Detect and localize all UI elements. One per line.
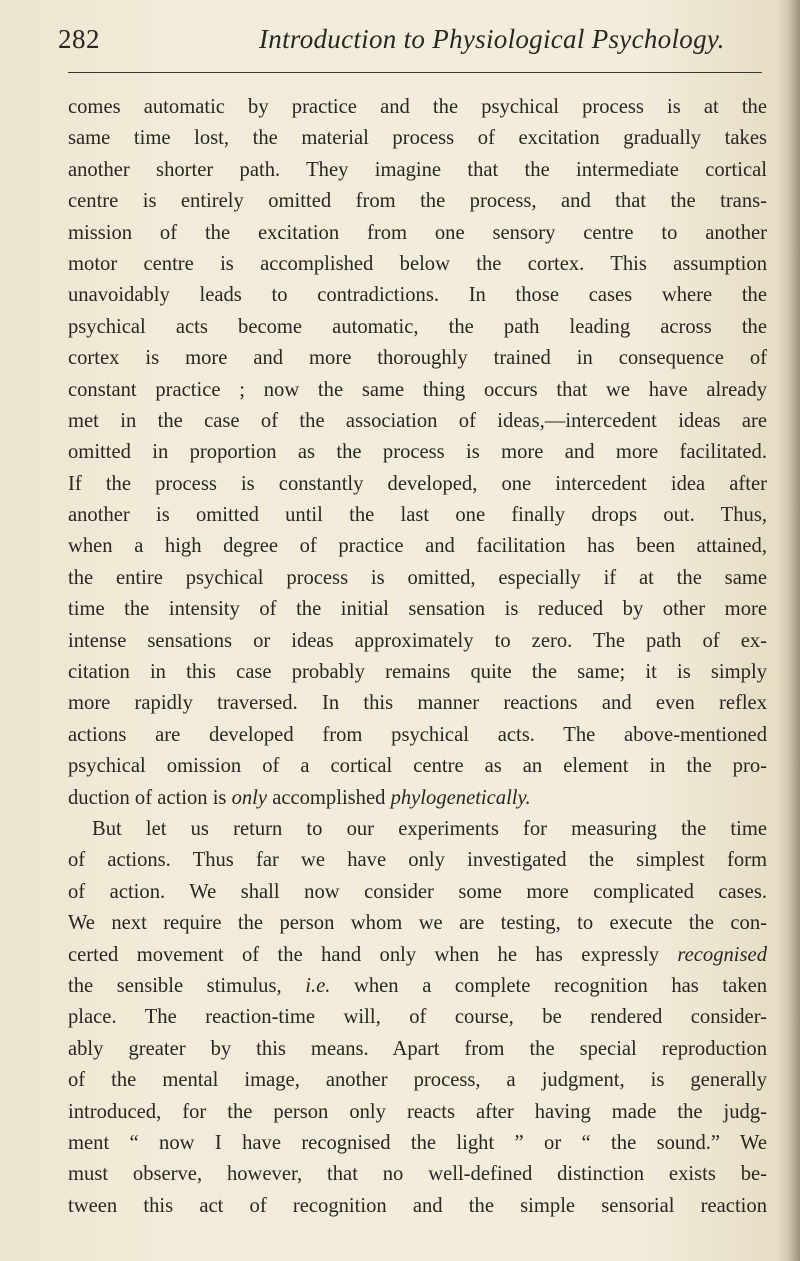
text-run: the sensible stimulus, [68, 974, 306, 997]
text-run: when a complete recognition has taken [330, 974, 767, 997]
text-line: motor centre is accomplished below the cortex. This assumption [68, 252, 767, 275]
text-line: ment “ now I have recognised the light ” or “ the sound.” We [68, 1131, 767, 1154]
text-line: time the intensity of the initial sensation is reduced by other more [68, 598, 767, 621]
text-line: actions are developed from psychical acts. The above-mentioned [68, 723, 767, 746]
text-line: more rapidly traversed. In this manner reactions and even reflex [68, 692, 767, 715]
text-line: met in the case of the association of ideas,—intercedent ideas are [68, 409, 767, 432]
text-run: accomplished [267, 786, 391, 809]
text-line: comes automatic by practice and the psychical process is at the [68, 96, 767, 118]
italic-run: only [231, 786, 268, 809]
text-line: tween this act of recognition and the simple sensorial reaction [68, 1194, 767, 1217]
text-line: ably greater by this means. Apart from the special reproduction [68, 1037, 767, 1060]
page-number: 282 [58, 24, 100, 54]
text-line: must observe, however, that no well-defined distinction exists be- [68, 1163, 767, 1186]
text-line: If the process is constantly developed, one intercedent idea after [68, 472, 767, 495]
text-line: of the mental image, another process, a judgment, is generally [68, 1069, 767, 1092]
text-line: place. The reaction-time will, of course, be rendered consider- [68, 1006, 767, 1029]
page-edge-shadow [778, 0, 800, 1261]
text-line: centre is entirely omitted from the process, and that the trans- [68, 190, 767, 213]
body-text [68, 92, 767, 1222]
text-line: omitted in proportion as the process is more and more facilitated. [68, 441, 767, 464]
text-line [68, 971, 767, 1002]
header-rule [68, 72, 762, 73]
text-line [68, 940, 767, 971]
text-line: when a high degree of practice and facilitation has been attained, [68, 535, 767, 558]
text-line: psychical omission of a cortical centre as an element in the pro- [68, 755, 767, 778]
text-line-paragraph-start: But let us return to our experiments for measuring the time [92, 817, 767, 840]
italic-run: i.e. [305, 974, 331, 997]
text-line: the entire psychical process is omitted, especially if at the same [68, 566, 767, 589]
text-line: constant practice ; now the same thing occurs that we have already [68, 378, 767, 401]
text-line: citation in this case probably remains quite the same; it is simply [68, 661, 767, 684]
text-line: cortex is more and more thoroughly trained in consequence of [68, 347, 767, 370]
text-line: of action. We shall now consider some more complicated cases. [68, 880, 767, 903]
text-line: introduced, for the person only reacts after having made the judg- [68, 1100, 767, 1123]
italic-run: recognised [677, 943, 767, 966]
text-run: duction of action is [68, 786, 232, 809]
text-line: same time lost, the material process of excitation gradually takes [68, 127, 767, 150]
text-line: intense sensations or ideas approximately to zero. The path of ex- [68, 629, 767, 652]
running-title: Introduction to Physiological Psychology. [259, 24, 725, 54]
page-header [58, 20, 758, 60]
text-line: psychical acts become automatic, the path leading across the [68, 315, 767, 338]
text-line: another shorter path. They imagine that the intermediate cortical [68, 158, 767, 181]
text-run: certed movement of the hand only when he has expressly [68, 943, 678, 966]
text-line: of actions. Thus far we have only investigated the simplest form [68, 849, 767, 872]
text-line: mission of the excitation from one sensory centre to another [68, 221, 767, 244]
text-line: We next require the person whom we are testing, to execute the con- [68, 912, 767, 935]
italic-run: phylogenetically. [390, 786, 531, 809]
text-line: another is omitted until the last one finally drops out. Thus, [68, 504, 767, 527]
text-line-paragraph-end [68, 783, 767, 814]
text-line: unavoidably leads to contradictions. In those cases where the [68, 284, 767, 307]
